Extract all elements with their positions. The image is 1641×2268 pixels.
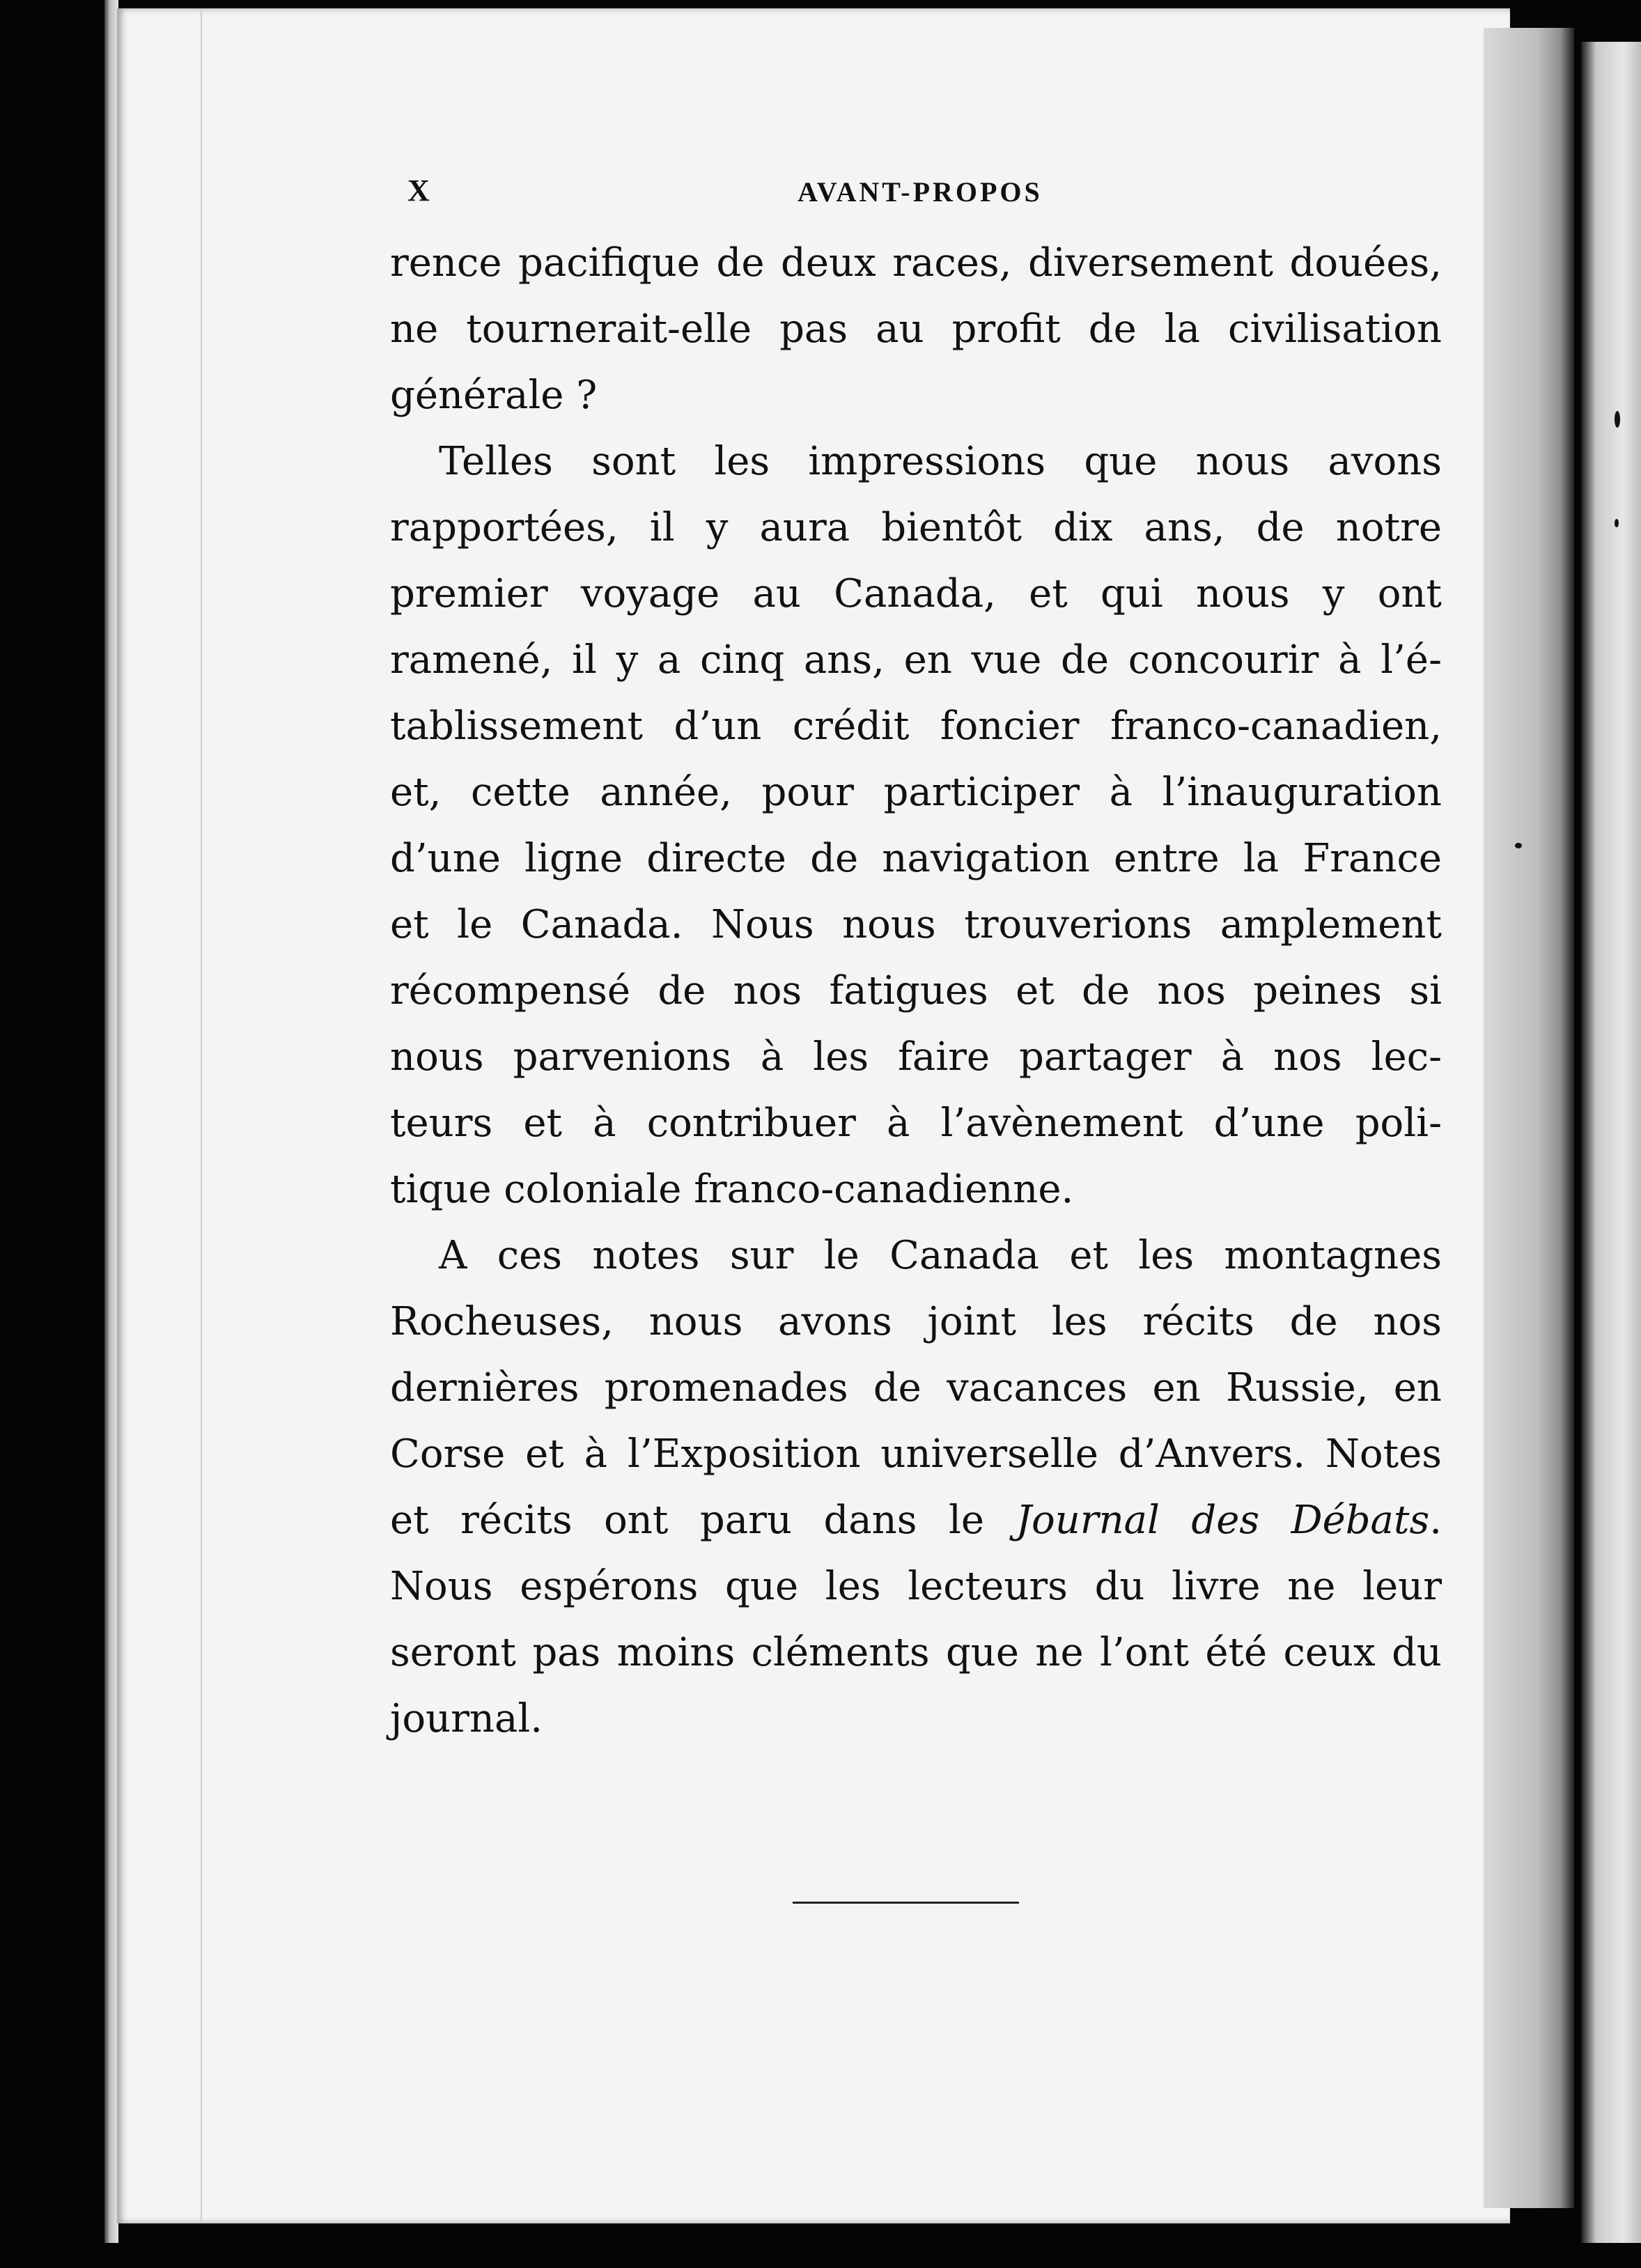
text-line: rapportées, il y aura bientôt dix ans, de notre <box>390 505 1442 550</box>
body-text <box>390 230 1442 1752</box>
text-line: récompensé de nos fatigues et de nos peines si <box>390 968 1442 1013</box>
text-line: seront pas moins cléments que ne l’ont été ceux du <box>390 1630 1442 1675</box>
text-fragment: . <box>1429 1498 1442 1543</box>
running-header <box>407 173 1452 215</box>
text-line: tablissement d’un crédit foncier franco-canadien, <box>390 704 1442 749</box>
newspaper-title: Journal des Débats <box>1016 1498 1430 1543</box>
text-line: Telles sont les impressions que nous avons <box>439 439 1442 484</box>
text-line: journal. <box>390 1696 543 1741</box>
scan-speck <box>1615 519 1619 527</box>
page-number: X <box>407 173 431 208</box>
text-line: d’une ligne directe de navigation entre la France <box>390 836 1442 881</box>
scan-speck <box>1615 411 1620 428</box>
text-line: générale ? <box>390 373 598 418</box>
text-line: tique coloniale franco-canadienne. <box>390 1167 1074 1212</box>
text-line: nous parvenions à les faire partager à nos lec- <box>390 1034 1442 1080</box>
text-line: A ces notes sur le Canada et les montagnes <box>439 1233 1442 1278</box>
page-gutter <box>1484 28 1574 2208</box>
text-line: dernières promenades de vacances en Russie, en <box>390 1365 1442 1411</box>
text-line: teurs et à contribuer à l’avènement d’une poli- <box>390 1101 1442 1146</box>
scan-speck <box>1515 843 1522 848</box>
section-end-rule <box>793 1902 1019 1904</box>
text-line-with-title <box>390 1487 1442 1553</box>
text-line: et le Canada. Nous nous trouverions amplement <box>390 902 1442 947</box>
book-edge <box>104 0 118 2243</box>
text-line: et, cette année, pour participer à l’inauguration <box>390 770 1442 815</box>
text-line: premier voyage au Canada, et qui nous y ont <box>390 571 1442 616</box>
page-fold-line <box>201 8 202 2223</box>
text-line: ne tournerait-elle pas au profit de la civilisation <box>390 306 1442 352</box>
text-line: Nous espérons que les lecteurs du livre ne leur <box>390 1564 1442 1609</box>
adjacent-page-edge <box>1581 42 1641 2243</box>
text-fragment: et récits ont paru dans le <box>390 1498 1016 1543</box>
text-line: Rocheuses, nous avons joint les récits de nos <box>390 1299 1442 1344</box>
text-line: ramené, il y a cinq ans, en vue de concourir à l’é- <box>390 637 1442 683</box>
text-line: Corse et à l’Exposition universelle d’Anvers. Notes <box>390 1431 1442 1477</box>
text-line: rence pacifique de deux races, diversement douées, <box>390 240 1442 286</box>
running-title: AVANT-PROPOS <box>798 176 1043 208</box>
